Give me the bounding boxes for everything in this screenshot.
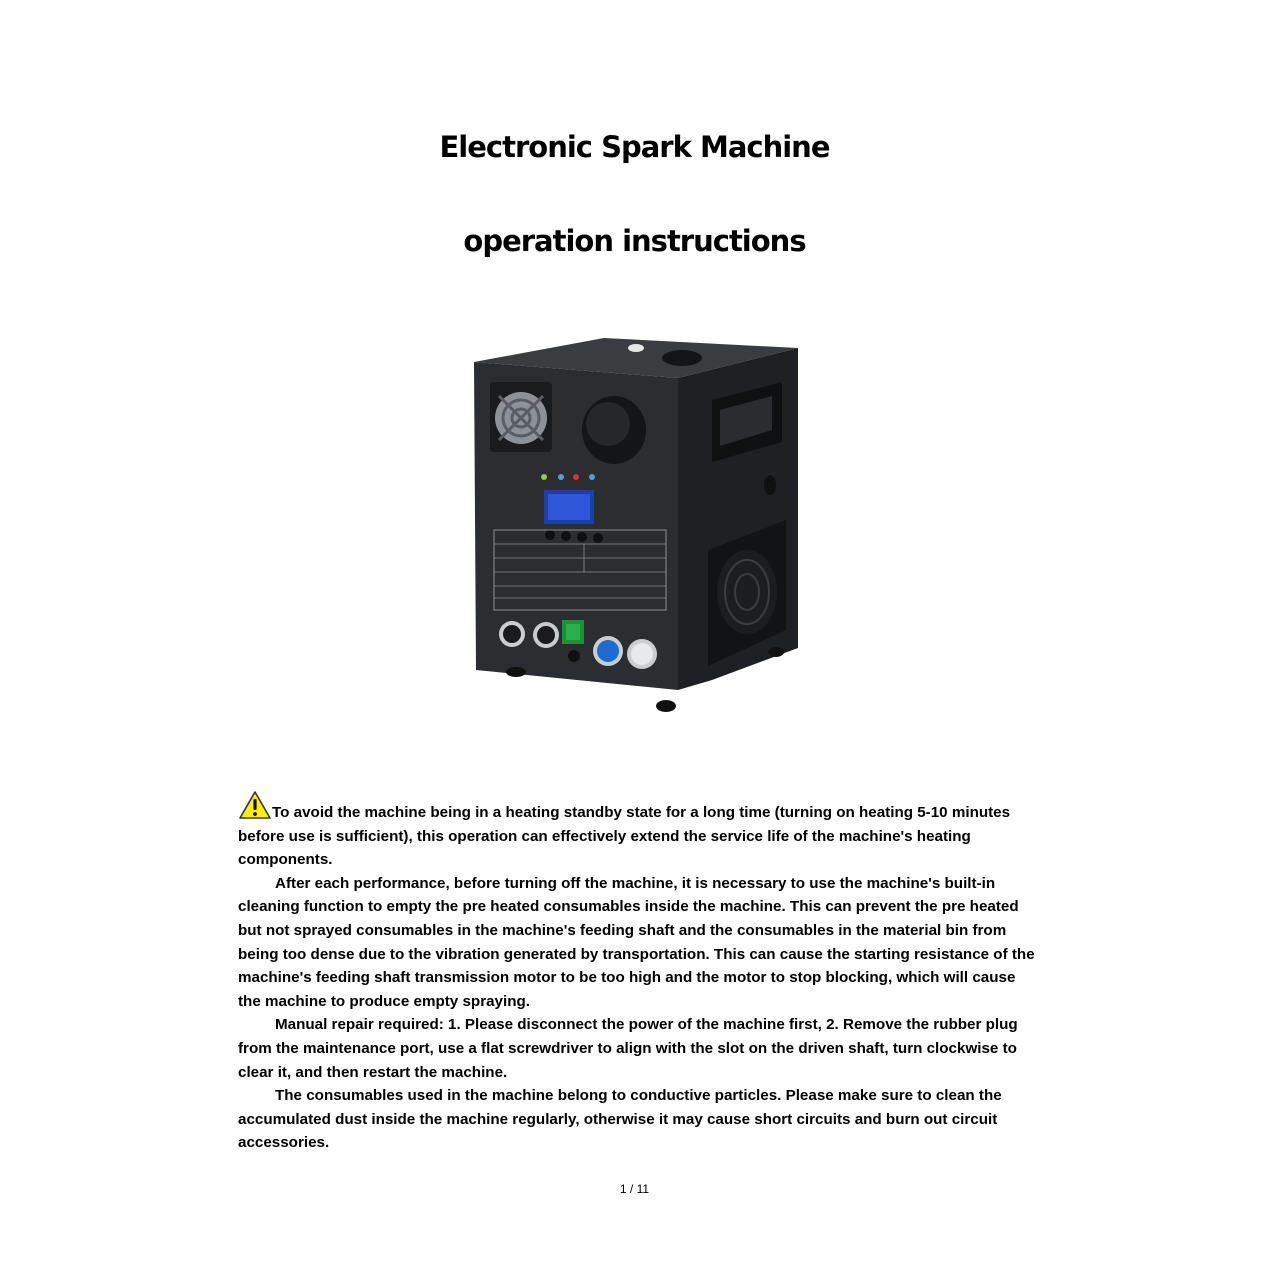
paragraph-3: Manual repair required: 1. Please disconnect the power of the machine first, 2. Remove the rubber plug from the maintenance port, use a flat screwdriver to align with the slot on the driven shaft, turn clockwise to clear it, and then restart the machine.	[238, 1016, 1018, 1081]
paragraph-1-text: To avoid the machine being in a heating standby state for a long time (turning on heating 5-10 minutes before use is sufficient), this operation can effectively extend the service life of the machine's heating components.	[238, 804, 1011, 869]
document-title: Electronic Spark Machine	[439, 130, 830, 164]
paragraph-4: The consumables used in the machine belong to conductive particles. Please make sure to clean the accumulated dust inside the machine regularly, otherwise it may cause short circuits and burn out circuit accessories.	[238, 1087, 1002, 1152]
paragraph-1	[238, 790, 1038, 872]
spark-machine-photo	[466, 330, 806, 720]
warning-triangle-icon	[238, 790, 272, 820]
page-number: 1 / 11	[619, 1182, 650, 1196]
document-subtitle: operation instructions	[463, 224, 806, 258]
instructions-text	[238, 790, 1038, 1155]
paragraph-2: After each performance, before turning off the machine, it is necessary to use the machine's built-in cleaning function to empty the pre heated consumables inside the machine. This can prevent the pre heated but not sprayed consumables in the machine's feeding shaft and the consumables in the material bin from being too dense due to the vibration generated by transportation. This can cause the starting resistance of the machine's feeding shaft transmission motor to be too high and the motor to stop blocking, which will cause the machine to produce empty spraying.	[238, 874, 1035, 1010]
